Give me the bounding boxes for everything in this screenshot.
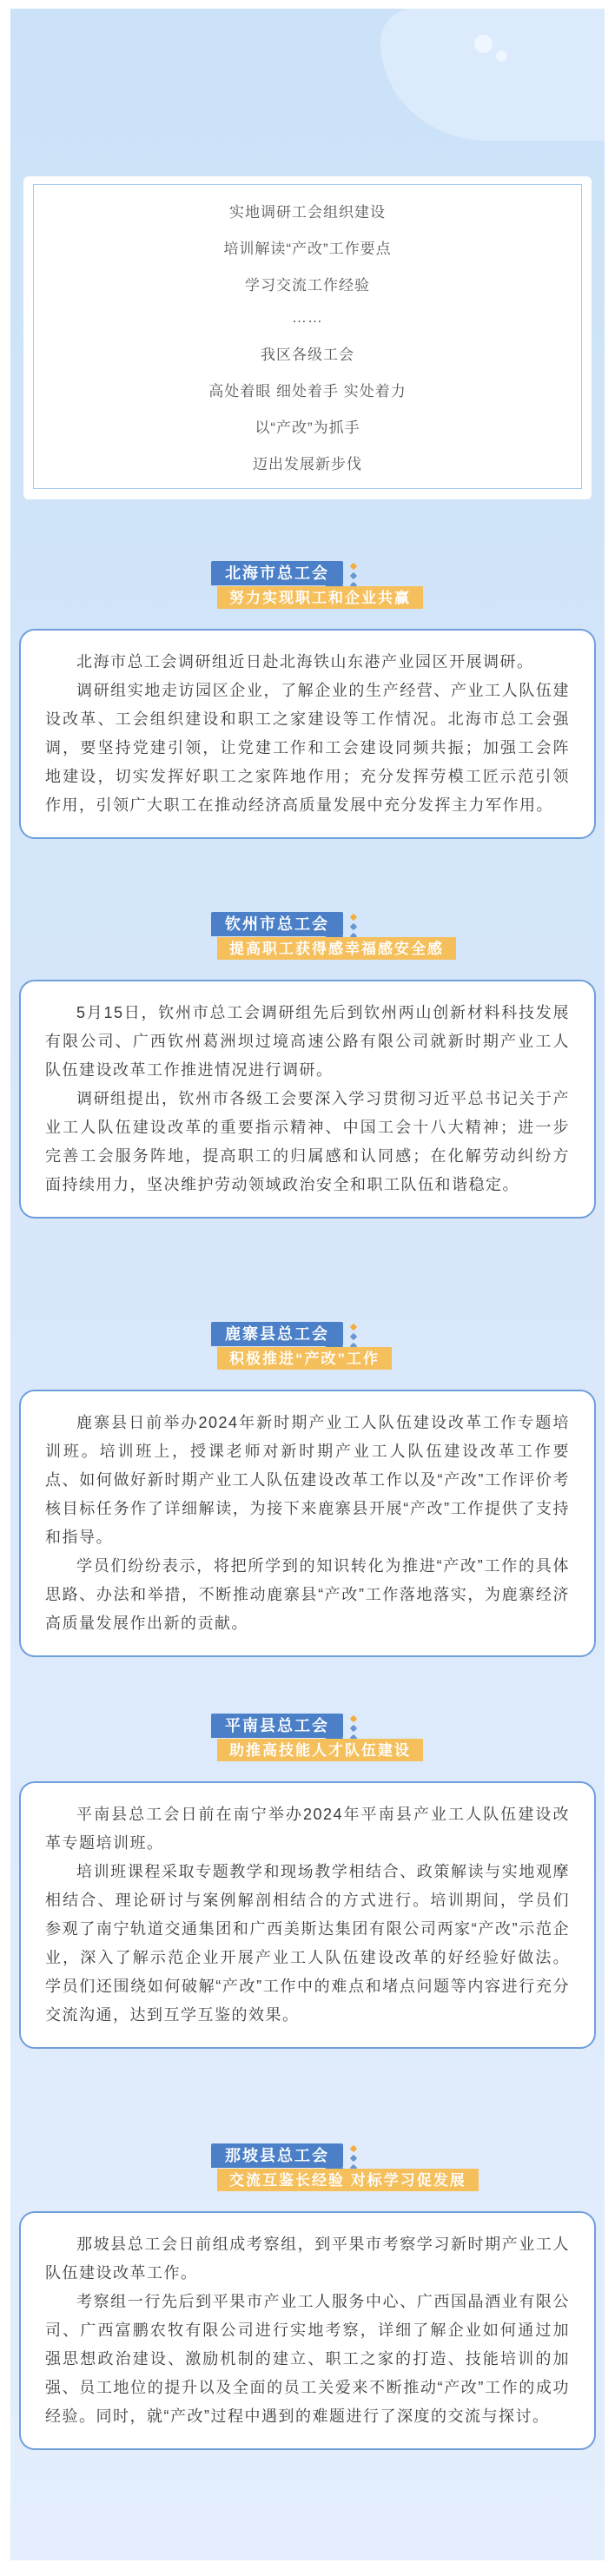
section-article-card: [19, 629, 596, 839]
intro-line: 我区各级工会: [261, 346, 354, 363]
section-article-card: [19, 2211, 596, 2450]
dot-blue: [350, 2155, 357, 2162]
article-paragraph: 北海市总工会调研组近日赴北海铁山东港产业园区开展调研。: [76, 653, 534, 670]
dot-orange: [350, 1715, 357, 1722]
section-slogan-badge: 努力实现职工和企业共赢: [217, 586, 423, 609]
intro-line: 学习交流工作经验: [245, 277, 370, 294]
section-luzhai: [19, 1322, 596, 1632]
corner-blob-decoration: [380, 9, 605, 141]
dot-orange: [350, 2145, 357, 2152]
org-name-badge: 平南县总工会: [211, 1714, 343, 1738]
intro-border-box: [33, 184, 582, 489]
article-paragraph: 培训班课程采取专题教学和现场教学相结合、政策解读与实地观摩相结合、理论研讨与案例解剖相结合的方式进行。培训期间，学员们参观了南宁轨道交通集团和广西美斯达集团有限公司两家“产改”示范企业，深入了解示范企业开展产业工人队伍建设改革的好经验好做法。学员们还围绕如何破解“产改”工作中的难点和堵点问题等内容进行充分交流沟通，达到互学互鉴的效果。: [45, 1863, 570, 2024]
dot-blue: [350, 572, 357, 579]
intro-line: 培训解读“产改”工作要点: [223, 241, 392, 258]
intro-line: 迈出发展新步伐: [253, 455, 362, 472]
dot-blue: [350, 1725, 357, 1732]
intro-line: 实地调研工会组织建设: [229, 204, 386, 221]
section-article-card: [19, 980, 596, 1219]
article-paragraph: 考察组一行先后到平果市产业工人服务中心、广西国晶酒业有限公司、广西富鹏农牧有限公司进行实地考察，详细了解企业如何通过加强思想政治建设、激励机制的建立、职工之家的打造、技能培训的加强、员工地位的提升以及全面的员工关爱来不断推动“产改”工作的成功经验。同时，就“产改”过程中遇到的难题进行了深度的交流与探讨。: [45, 2293, 570, 2425]
section-qinzhou: [19, 912, 596, 1193]
section-article-card: [19, 1781, 596, 2049]
intro-line: 以“产改”为抓手: [255, 419, 360, 436]
org-name-badge: 钦州市总工会: [211, 912, 343, 936]
decor-circle-small: [496, 50, 507, 62]
dot-blue: [350, 1333, 357, 1340]
section-napo: [19, 2143, 596, 2425]
section-pingnan: [19, 1714, 596, 2024]
article-paragraph: 那坡县总工会日前组成考察组，到平果市考察学习新时期产业工人队伍建设改革工作。: [45, 2236, 570, 2282]
section-slogan-badge: 交流互鉴长经验 对标学习促发展: [217, 2169, 479, 2191]
dot-orange: [350, 1324, 357, 1331]
org-name-badge: 北海市总工会: [211, 561, 343, 585]
section-header: [19, 1322, 596, 1371]
section-header: [19, 561, 596, 610]
decor-circle-large: [474, 35, 493, 53]
section-header: [19, 2143, 596, 2192]
org-name-badge: 鹿寨县总工会: [211, 1322, 343, 1346]
section-slogan-badge: 积极推进“产改”工作: [217, 1347, 392, 1370]
section-header: [19, 912, 596, 961]
article-paragraph: 调研组提出，钦州市各级工会要深入学习贯彻习近平总书记关于产业工人队伍建设改革的重要指示精神、中国工会十八大精神；进一步完善工会服务阵地，提高职工的归属感和认同感；在化解劳动纠纷方面持续用力，坚决维护劳动领域政治安全和职工队伍和谐稳定。: [45, 1090, 570, 1193]
dot-orange: [350, 563, 357, 570]
org-name-badge: 那坡县总工会: [211, 2143, 343, 2168]
section-article-card: [19, 1390, 596, 1657]
section-slogan-badge: 助推高技能人才队伍建设: [217, 1739, 423, 1761]
section-slogan-badge: 提高职工获得感幸福感安全感: [217, 937, 456, 960]
article-paragraph: 平南县总工会日前在南宁举办2024年平南县产业工人队伍建设改革专题培训班。: [45, 1806, 570, 1852]
dot-blue: [350, 923, 357, 930]
intro-card: [23, 176, 592, 499]
article-paragraph: 调研组实地走访园区企业，了解企业的生产经营、产业工人队伍建设改革、工会组织建设和职工之家建设等工作情况。北海市总工会强调，要坚持党建引领，让党建工作和工会建设同频共振；加强工会阵地建设，切实发挥好职工之家阵地作用；充分发挥劳模工匠示范引领作用，引领广大职工在推动经济高质量发展中充分发挥主力军作用。: [45, 682, 570, 814]
intro-line: 高处着眼 细处着手 实处着力: [208, 382, 407, 400]
section-header: [19, 1714, 596, 1762]
article-paragraph: 鹿寨县日前举办2024年新时期产业工人队伍建设改革工作专题培训班。培训班上，授课老师对新时期产业工人队伍建设改革工作要点、如何做好新时期产业工人队伍建设改革工作以及“产改”工作评价考核目标任务作了详细解读，为接下来鹿寨县开展“产改”工作提供了支持和指导。: [45, 1414, 570, 1546]
dot-orange: [350, 914, 357, 921]
intro-ellipsis: ……: [292, 309, 323, 327]
article-paragraph: 5月15日，钦州市总工会调研组先后到钦州两山创新材料科技发展有限公司、广西钦州葛洲坝过境高速公路有限公司就新时期产业工人队伍建设改革工作推进情况进行调研。: [45, 1004, 570, 1079]
section-beihai: [19, 561, 596, 814]
page-background: [10, 9, 605, 2560]
article-paragraph: 学员们纷纷表示，将把所学到的知识转化为推进“产改”工作的具体思路、办法和举措，不断推动鹿寨县“产改”工作落地落实，为鹿寨经济高质量发展作出新的贡献。: [45, 1557, 570, 1632]
